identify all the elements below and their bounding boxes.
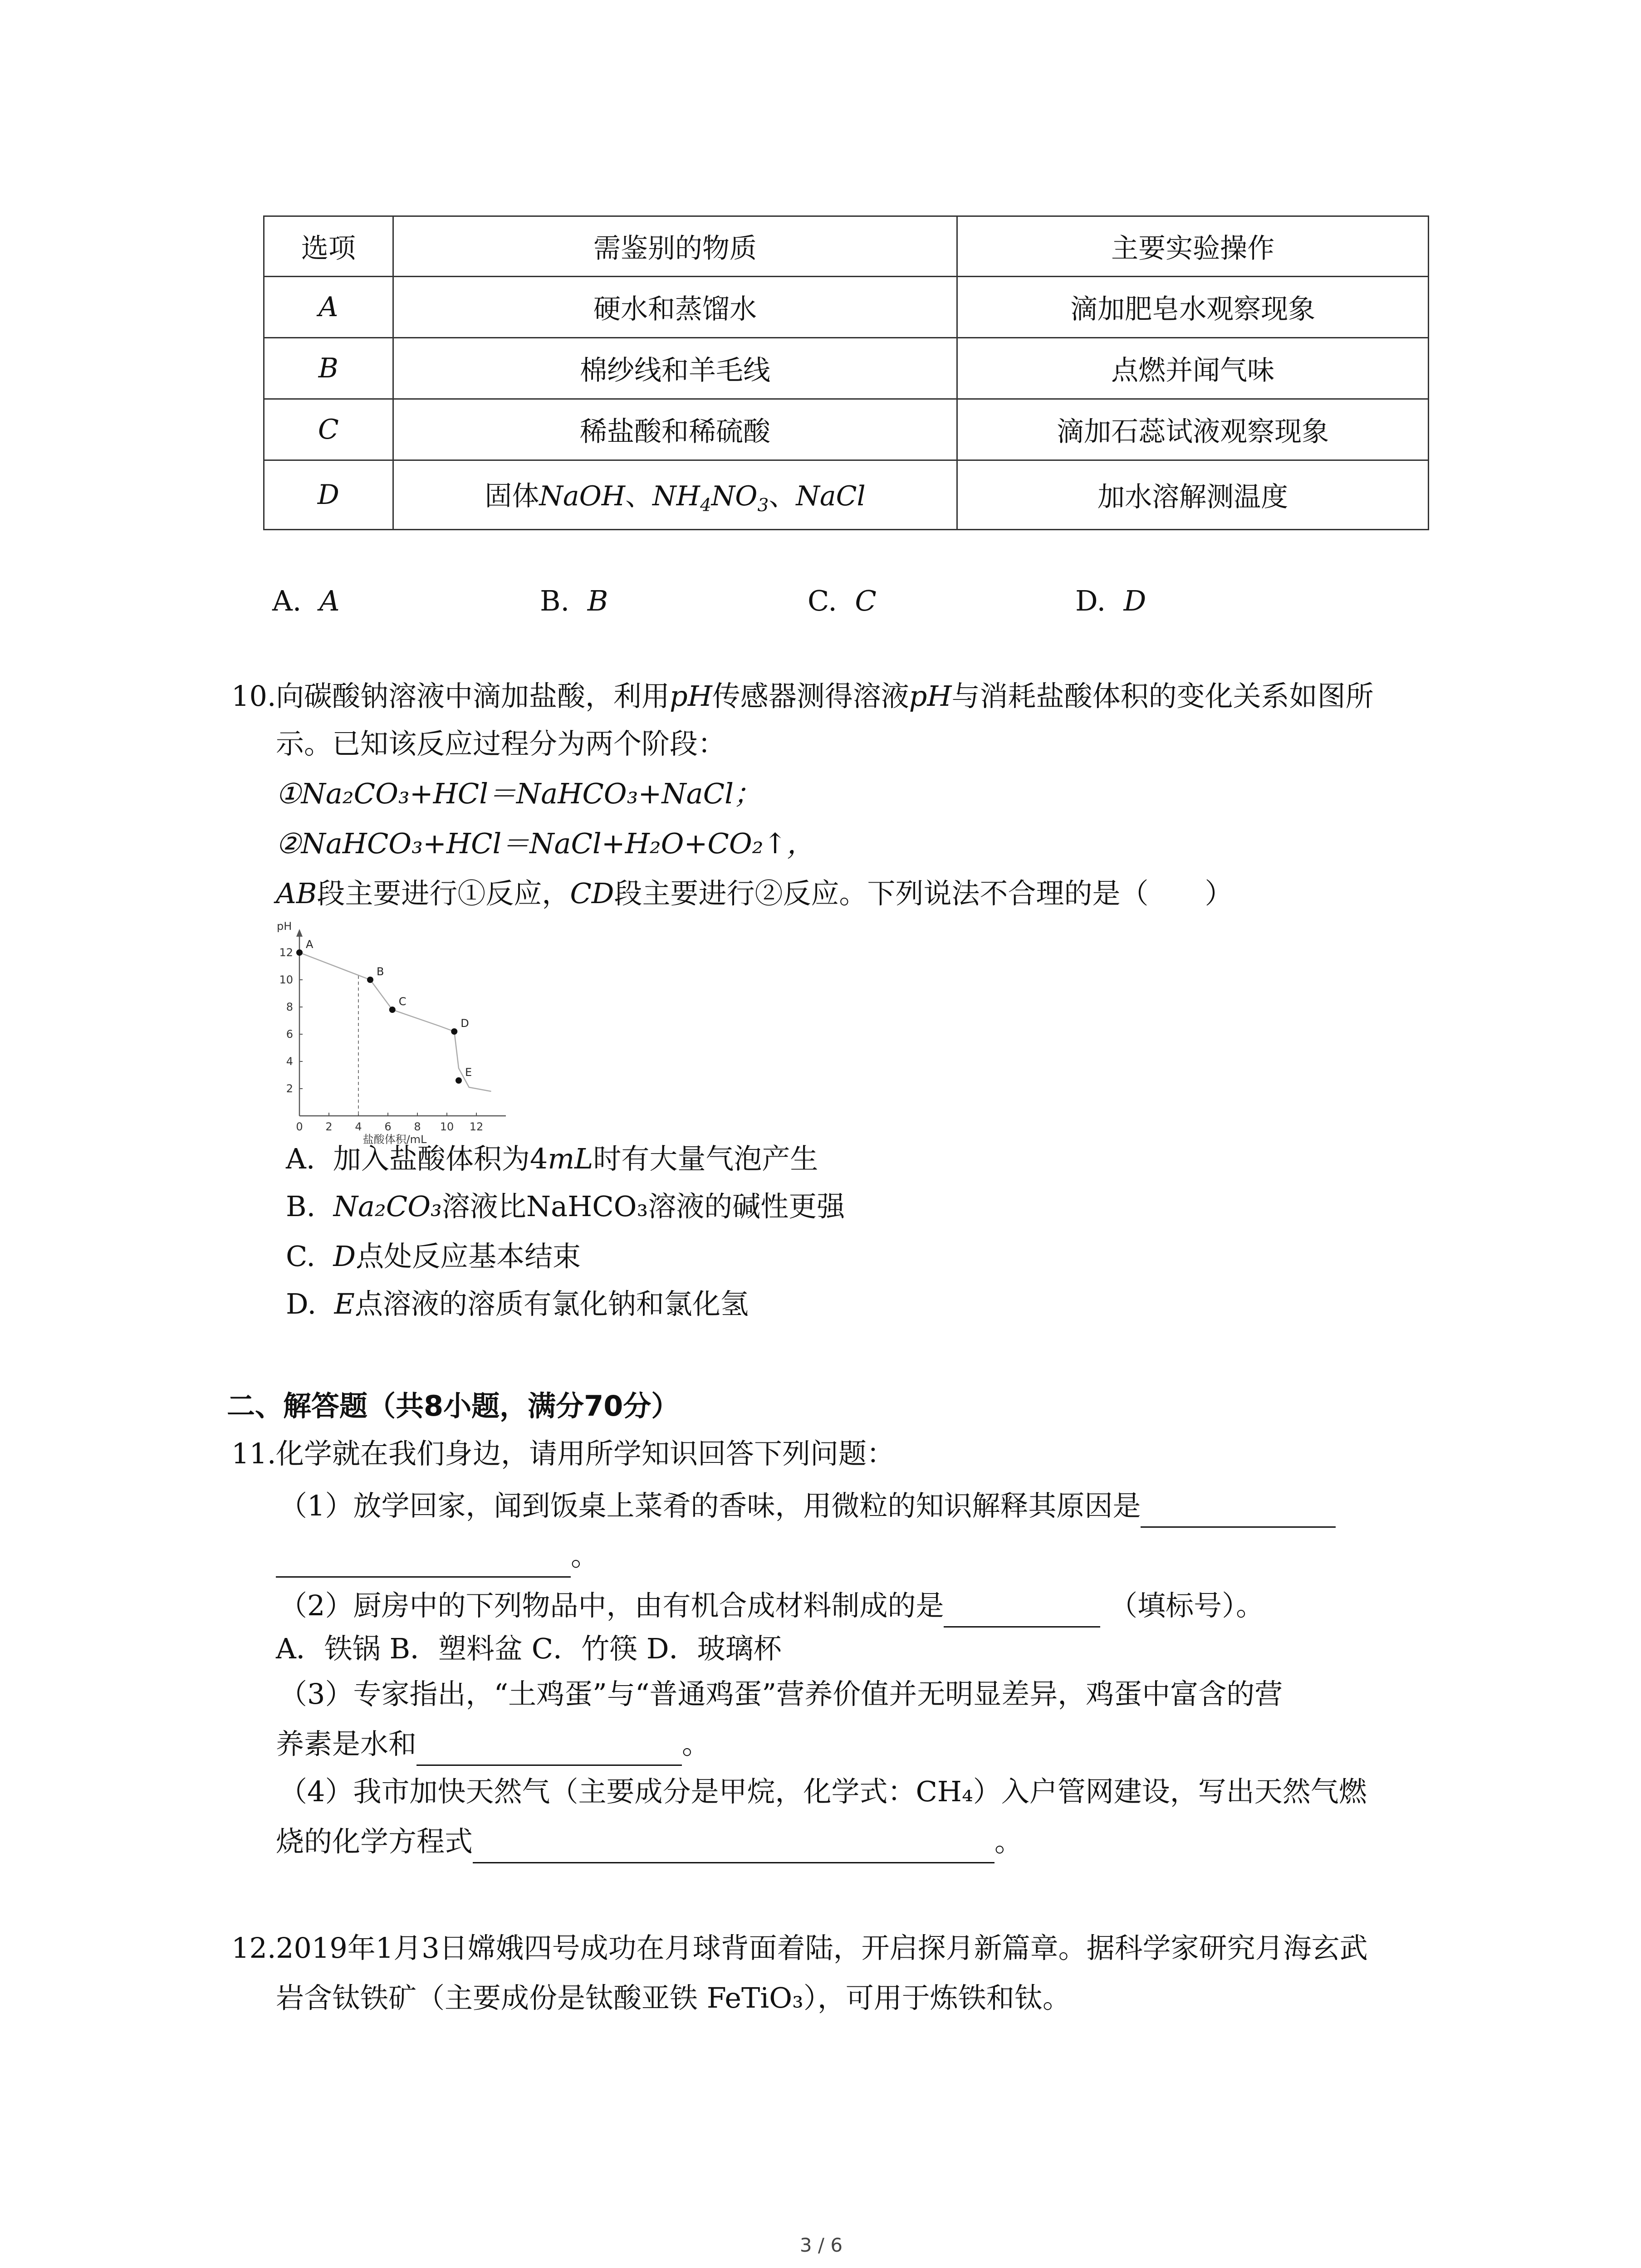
q10-line-5: AB段主要进行①反应，CD段主要进行②反应。下列说法不合理的是（ ） (276, 877, 1233, 910)
row-substance: 硬水和蒸馏水 (393, 277, 957, 338)
q11-part-2: （2）厨房中的下列物品中，由有机合成材料制成的是 （填标号）。 (279, 1585, 1264, 1628)
row-substance: 稀盐酸和稀硫酸 (393, 399, 957, 460)
x-tick-label: 12 (469, 1120, 484, 1133)
q11-blank-4[interactable] (473, 1821, 994, 1863)
q11-blank-3[interactable] (416, 1724, 682, 1766)
q12-line-2: 岩含钛铁矿（主要成份是钛酸亚铁 FeTiO₃），可用于炼铁和钛。 (276, 1981, 1071, 2014)
ph-chart (268, 916, 531, 1148)
header-operation: 主要实验操作 (957, 216, 1429, 277)
q10-number: 10. (231, 679, 276, 713)
table-row (264, 338, 1429, 399)
q11-intro: 化学就在我们身边，请用所学知识回答下列问题： (276, 1437, 895, 1470)
x-tick-label: 2 (325, 1120, 333, 1133)
header-substance: 需鉴别的物质 (393, 216, 957, 277)
q9-choice-a[interactable]: A. A (272, 584, 340, 617)
point-e (456, 1077, 462, 1084)
chart-points (296, 938, 472, 1084)
point-a (296, 949, 303, 956)
section-2-title: 二、解答题（共8小题，满分70分） (227, 1389, 680, 1422)
q9-choice-c[interactable]: C. C (808, 584, 877, 617)
row-option: B (264, 338, 393, 399)
row-operation: 滴加石蕊试液观察现象 (957, 399, 1429, 460)
q11-part-3a: （3）专家指出，“土鸡蛋”与“普通鸡蛋”营养价值并无明显差异，鸡蛋中富含的营 (279, 1677, 1283, 1711)
q12-line-1: 2019年1月3日嫦娥四号成功在月球背面着陆，开启探月新篇章。据科学家研究月海玄武 (276, 1931, 1368, 1965)
q11-part-1: （1）放学回家，闻到饭桌上菜肴的香味，用微粒的知识解释其原因是 (279, 1486, 1336, 1528)
q12-number: 12. (231, 1931, 276, 1965)
q9-choice-d[interactable]: D. D (1075, 584, 1146, 617)
options-table (263, 215, 1429, 530)
chart-x-label: 盐酸体积/mL (362, 1133, 427, 1146)
x-tick-label: 10 (440, 1120, 454, 1133)
y-tick-label: 10 (279, 973, 293, 986)
table-row (264, 277, 1429, 338)
q11-blank-1b[interactable] (276, 1535, 571, 1578)
x-tick-label: 6 (384, 1120, 392, 1133)
q11-part-3b: 养素是水和 。 (276, 1724, 710, 1766)
row-option: D (264, 460, 393, 530)
q10-equation-1: ①Na₂CO₃+HCl＝NaHCO₃+NaCl； (276, 777, 762, 810)
table-header-row (264, 216, 1429, 277)
point-label-c: C (398, 995, 407, 1008)
x-tick-label: 0 (296, 1120, 303, 1133)
y-tick-label: 4 (286, 1055, 293, 1068)
row-substance: 棉纱线和羊毛线 (393, 338, 957, 399)
point-b (367, 977, 373, 983)
q11-part-4b: 烧的化学方程式 。 (276, 1821, 1023, 1863)
q10-option-a[interactable]: A. 加入盐酸体积为4mL时有大量气泡产生 (286, 1142, 818, 1175)
header-option: 选项 (264, 216, 393, 277)
q11-number: 11. (231, 1437, 276, 1470)
q11-blank-2[interactable] (944, 1585, 1100, 1628)
point-label-b: B (377, 965, 384, 978)
row-option: A (264, 277, 393, 338)
q11-part-4a: （4）我市加快天然气（主要成分是甲烷，化学式：CH₄）入户管网建设，写出天然气燃 (279, 1775, 1367, 1808)
q10-option-c[interactable]: C. D点处反应基本结束 (286, 1240, 581, 1273)
x-tick-label: 8 (414, 1120, 421, 1133)
chart-y-label: pH (277, 920, 292, 933)
q9-choice-b[interactable]: B. B (540, 584, 608, 617)
y-tick-label: 2 (286, 1082, 293, 1095)
q10-option-b[interactable]: B. Na₂CO₃溶液比NaHCO₃溶液的碱性更强 (286, 1190, 845, 1223)
q10-line-2: 示。已知该反应过程分为两个阶段： (276, 727, 726, 760)
y-tick-label: 12 (279, 946, 293, 959)
row-option: C (264, 399, 393, 460)
point-c (389, 1007, 396, 1013)
table-row (264, 460, 1429, 530)
point-label-d: D (460, 1017, 469, 1030)
row-operation: 加水溶解测温度 (957, 460, 1429, 530)
point-label-e: E (465, 1066, 472, 1079)
row-substance: 固体NaOH、$NH_4NO_3$、NaCl (393, 460, 957, 530)
y-tick-label: 8 (286, 1001, 293, 1013)
x-tick-label: 4 (355, 1120, 362, 1133)
table-row (264, 399, 1429, 460)
y-tick-label: 6 (286, 1028, 293, 1041)
point-d (451, 1028, 457, 1035)
point-label-a: A (306, 938, 314, 951)
q10-option-d[interactable]: D. E点溶液的溶质有氯化钠和氯化氢 (286, 1287, 749, 1320)
q11-part-2-options: A．铁锅 B．塑料盆 C．竹筷 D．玻璃杯 (276, 1632, 782, 1665)
q11-part-1-cont: 。 (276, 1535, 599, 1578)
row-operation: 点燃并闻气味 (957, 338, 1429, 399)
chart-y-arrow (296, 929, 303, 937)
q10-equation-2: ②NaHCO₃+HCl＝NaCl+H₂O+CO₂↑， (276, 827, 815, 860)
row-operation: 滴加肥皂水观察现象 (957, 277, 1429, 338)
page-number: 3 / 6 (799, 2234, 843, 2256)
q10-line-1: 向碳酸钠溶液中滴加盐酸，利用pH传感器测得溶液pH与消耗盐酸体积的变化关系如图所 (276, 679, 1374, 713)
q11-blank-1a[interactable] (1141, 1486, 1336, 1528)
